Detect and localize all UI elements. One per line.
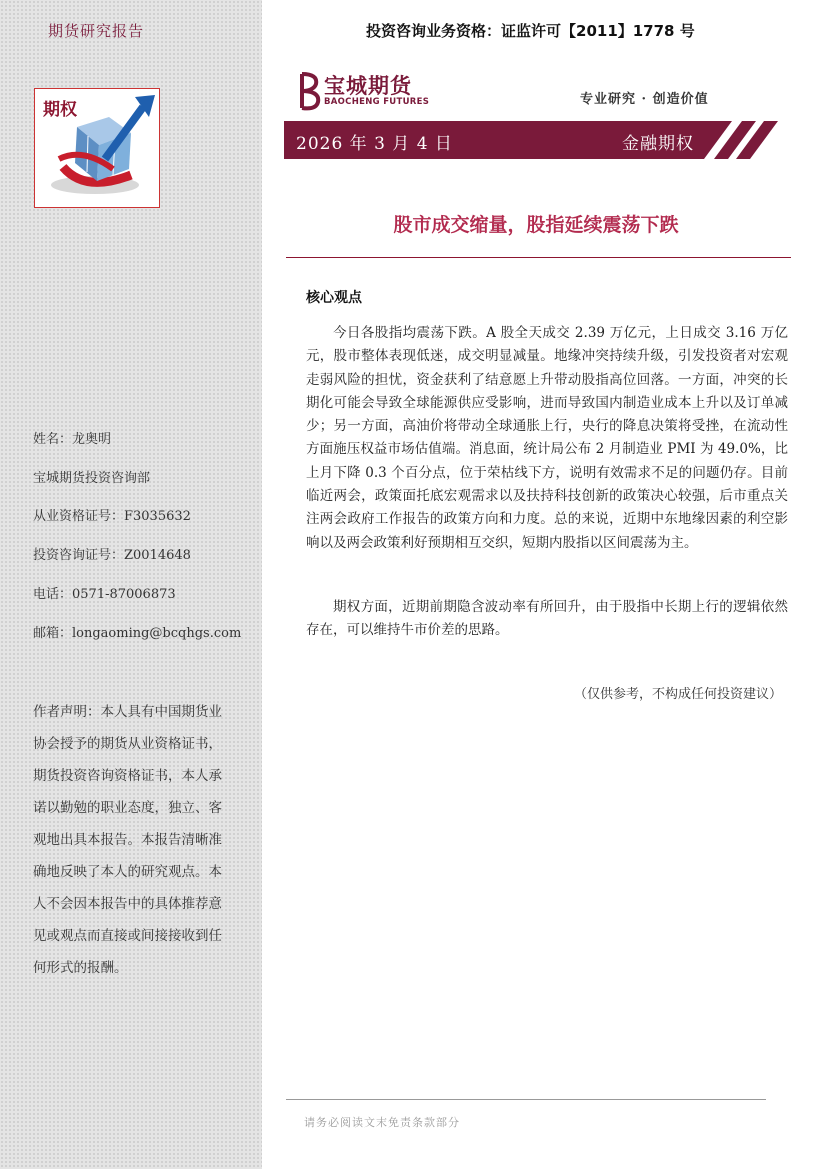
slogan: 专业研究 · 创造价值 bbox=[580, 92, 709, 107]
email-link[interactable]: 邮箱：longaoming@bcqhgs.com bbox=[33, 626, 242, 641]
sidebar bbox=[0, 0, 262, 1169]
date-banner bbox=[284, 121, 786, 159]
paragraph-market: 今日各股指均震荡下跌。A 股全天成交 2.39 万亿元，上日成交 3.16 万亿元，股市整体表现低迷，成交明显减量。地缘冲突持续升级，引发投资者对宏观走弱风险的担忧，资金获利了结意愿上升带动股指高位回落。一方面，冲突的长期化可能会导致全球能源供应受影响，进而导致国内制造业成本上升以及订单减少；另一方面，高油价将带动全球通胀上行，央行的降息决策将受挫，在流动性方面施压权益市场估值端。消息面，统计局公布 2 月制造业 PMI 为 49.0%，比上月下降 0.3 个百分点，位于荣枯线下方，说明有效需求不足的问题仍存。目前临近两会，政策面托底宏观需求以及扶持科技创新的政策决心较强，后市重点关注两会政府工作报告的政策方向和力度。总的来说，近期中东地缘因素的利空影响以及两会政策利好预期相互交织，短期内股指以区间震荡为主。 bbox=[306, 325, 788, 551]
options-cover-image bbox=[34, 88, 160, 208]
report-category: 金融期权 bbox=[622, 134, 694, 154]
report-type-label: 期货研究报告 bbox=[48, 22, 145, 40]
license-title: 投资咨询业务资格：证监许可【2011】1778 号 bbox=[366, 22, 695, 40]
footer-disclaimer-link: 请务必阅读文末免责条款部分 bbox=[304, 1116, 460, 1129]
logo-english: BAOCHENG FUTURES bbox=[324, 97, 430, 107]
reference-note: （仅供参考，不构成任何投资建议） bbox=[573, 687, 782, 702]
analyst-name: 姓名：龙奥明 bbox=[33, 432, 112, 447]
qualification-number: 从业资格证号：F3035632 bbox=[33, 509, 191, 524]
headline-divider bbox=[286, 257, 791, 258]
footer-divider bbox=[286, 1099, 766, 1100]
paragraph-options: 期权方面，近期前期隐含波动率有所回升，由于股指中长期上行的逻辑依然存在，可以维持牛市价差的思路。 bbox=[306, 599, 788, 639]
report-date: 2026 年 3 月 4 日 bbox=[296, 134, 453, 154]
section-title: 核心观点 bbox=[306, 290, 362, 306]
phone: 电话：0571-87006873 bbox=[33, 587, 176, 602]
logo-text: 宝城期货 bbox=[324, 73, 412, 98]
logo-mark-icon bbox=[296, 70, 324, 112]
author-disclaimer: 作者声明：本人具有中国期货业协会授予的期货从业资格证书，期货投资咨询资格证书，本人承诺以勤勉的职业态度，独立、客观地出具本报告。本报告清晰准确地反映了本人的研究观点。本人不会因本报告中的具体推荐意见或观点而直接或间接接收到任何形式的报酬。 bbox=[33, 704, 222, 976]
department: 宝城期货投资咨询部 bbox=[33, 471, 151, 486]
company-logo bbox=[296, 70, 436, 112]
report-headline: 股市成交缩量，股指延续震荡下跌 bbox=[393, 214, 679, 236]
consulting-number: 投资咨询证号：Z0014648 bbox=[33, 548, 191, 563]
cover-label: 期权 bbox=[43, 100, 77, 120]
